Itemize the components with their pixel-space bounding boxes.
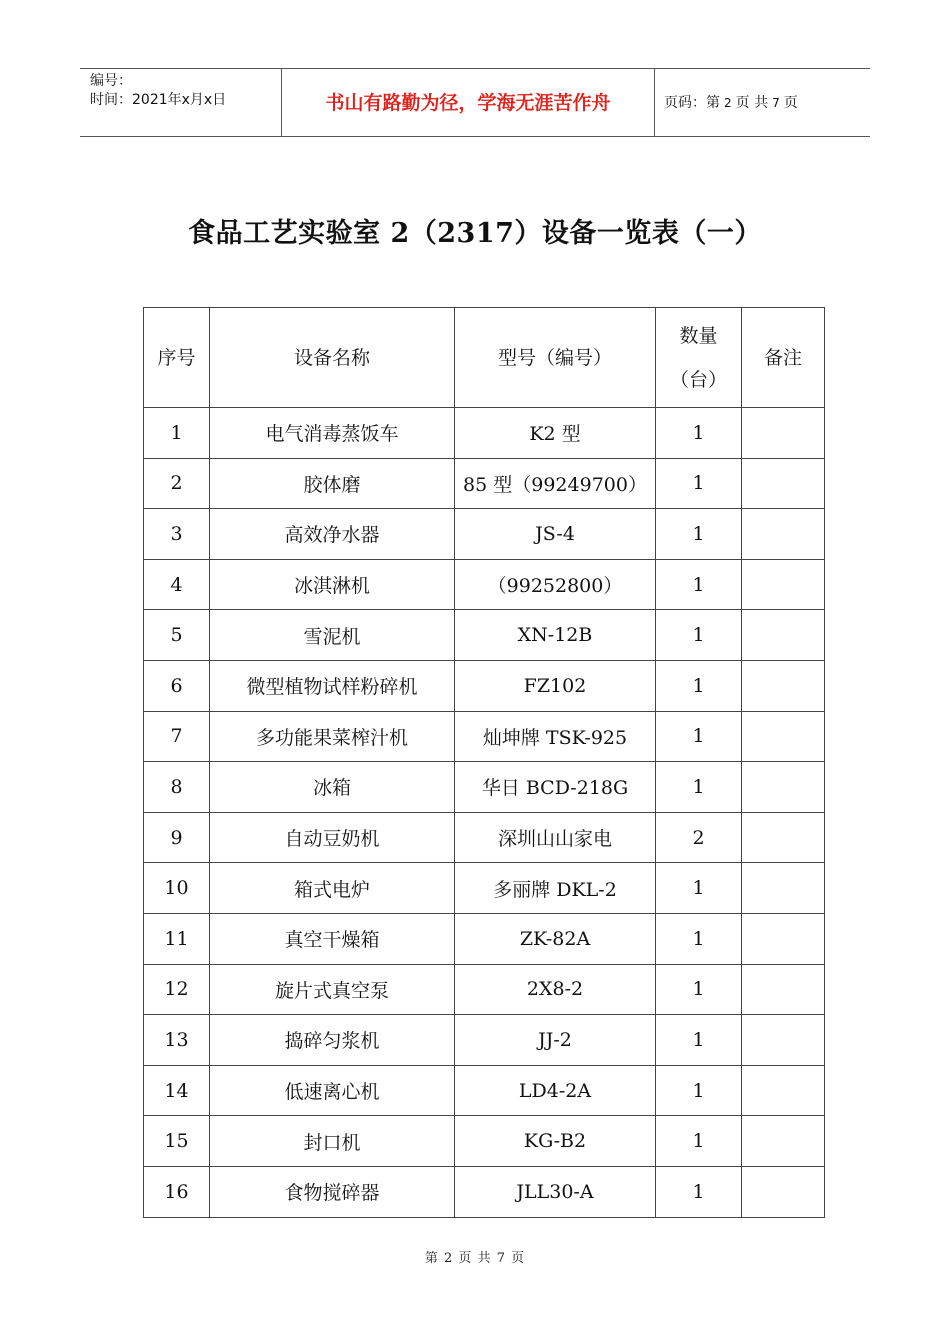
table-row — [144, 812, 825, 863]
cell-model: （99252800） — [455, 559, 656, 610]
column-header-index: 序号 — [144, 308, 210, 408]
document-number-label: 编号： — [90, 73, 132, 89]
cell-equipment-name: 多功能果菜榨汁机 — [210, 711, 455, 762]
cell-model: FZ102 — [455, 660, 656, 711]
cell-index: 6 — [144, 660, 210, 711]
cell-index: 13 — [144, 1015, 210, 1066]
cell-quantity: 1 — [656, 1065, 742, 1116]
cell-index: 3 — [144, 509, 210, 560]
cell-note — [742, 660, 825, 711]
cell-quantity: 1 — [656, 964, 742, 1015]
cell-model: JS-4 — [455, 509, 656, 560]
table-row — [144, 863, 825, 914]
table-row — [144, 408, 825, 459]
cell-note — [742, 559, 825, 610]
cell-model: 深圳山山家电 — [455, 812, 656, 863]
cell-model: ZK-82A — [455, 913, 656, 964]
cell-equipment-name: 雪泥机 — [210, 610, 455, 661]
cell-model: 华日 BCD-218G — [455, 762, 656, 813]
cell-quantity: 1 — [656, 762, 742, 813]
cell-equipment-name: 高效净水器 — [210, 509, 455, 560]
cell-note — [742, 408, 825, 459]
cell-index: 7 — [144, 711, 210, 762]
column-header-quantity — [656, 308, 742, 408]
cell-note — [742, 711, 825, 762]
table-row — [144, 1166, 825, 1217]
cell-quantity: 1 — [656, 509, 742, 560]
cell-note — [742, 458, 825, 509]
column-header-quantity-line2: （台） — [669, 368, 727, 391]
cell-model: 灿坤牌 TSK-925 — [455, 711, 656, 762]
cell-note — [742, 610, 825, 661]
cell-note — [742, 762, 825, 813]
cell-equipment-name: 胶体磨 — [210, 458, 455, 509]
cell-index: 1 — [144, 408, 210, 459]
table-row — [144, 660, 825, 711]
cell-index: 10 — [144, 863, 210, 914]
table-header-row — [144, 308, 825, 408]
cell-equipment-name: 微型植物试样粉碎机 — [210, 660, 455, 711]
cell-quantity: 2 — [656, 812, 742, 863]
cell-note — [742, 1015, 825, 1066]
header-meta — [90, 72, 226, 110]
cell-model: JJ-2 — [455, 1015, 656, 1066]
cell-index: 9 — [144, 812, 210, 863]
column-header-model: 型号（编号） — [455, 308, 656, 408]
header-page-indicator — [664, 94, 798, 113]
cell-model: 2X8-2 — [455, 964, 656, 1015]
cell-note — [742, 913, 825, 964]
cell-index: 11 — [144, 913, 210, 964]
cell-note — [742, 1116, 825, 1167]
cell-quantity: 1 — [656, 559, 742, 610]
page-total: 7 — [772, 96, 780, 110]
table-row — [144, 559, 825, 610]
cell-quantity: 1 — [656, 913, 742, 964]
cell-equipment-name: 自动豆奶机 — [210, 812, 455, 863]
cell-model: JLL30-A — [455, 1166, 656, 1217]
equipment-table — [143, 307, 825, 1218]
page-label-suffix: 页 — [783, 95, 798, 111]
cell-equipment-name: 冰淇淋机 — [210, 559, 455, 610]
cell-note — [742, 964, 825, 1015]
cell-model: XN-12B — [455, 610, 656, 661]
cell-model: KG-B2 — [455, 1116, 656, 1167]
column-header-note: 备注 — [742, 308, 825, 408]
table-row — [144, 1116, 825, 1167]
cell-model: 85 型（99249700） — [455, 458, 656, 509]
header-motto: 书山有路勤为径，学海无涯苦作舟 — [325, 92, 611, 114]
table-row — [144, 711, 825, 762]
cell-index: 2 — [144, 458, 210, 509]
document-title: 食品工艺实验室 2（2317）设备一览表（一） — [188, 218, 762, 249]
page-current: 2 — [724, 96, 732, 110]
column-header-quantity-line1: 数量 — [679, 324, 718, 347]
cell-quantity: 1 — [656, 458, 742, 509]
cell-note — [742, 509, 825, 560]
cell-index: 12 — [144, 964, 210, 1015]
cell-equipment-name: 封口机 — [210, 1116, 455, 1167]
cell-model: K2 型 — [455, 408, 656, 459]
cell-index: 5 — [144, 610, 210, 661]
table-row — [144, 1065, 825, 1116]
cell-index: 15 — [144, 1116, 210, 1167]
cell-quantity: 1 — [656, 1015, 742, 1066]
cell-note — [742, 863, 825, 914]
cell-quantity: 1 — [656, 711, 742, 762]
column-header-name: 设备名称 — [210, 308, 455, 408]
page-footer: 第 2 页 共 7 页 — [424, 1251, 526, 1266]
cell-equipment-name: 电气消毒蒸饭车 — [210, 408, 455, 459]
cell-equipment-name: 箱式电炉 — [210, 863, 455, 914]
cell-quantity: 1 — [656, 660, 742, 711]
cell-index: 16 — [144, 1166, 210, 1217]
page-label-prefix: 页码：第 — [664, 95, 720, 111]
cell-model: 多丽牌 DKL-2 — [455, 863, 656, 914]
cell-quantity: 1 — [656, 408, 742, 459]
cell-quantity: 1 — [656, 1166, 742, 1217]
cell-equipment-name: 食物搅碎器 — [210, 1166, 455, 1217]
cell-note — [742, 1166, 825, 1217]
cell-note — [742, 812, 825, 863]
document-time-label: 时间：2021年x月x日 — [90, 92, 227, 108]
cell-quantity: 1 — [656, 863, 742, 914]
cell-index: 4 — [144, 559, 210, 610]
table-row — [144, 458, 825, 509]
page-label-mid: 页 共 — [735, 95, 769, 111]
cell-equipment-name: 旋片式真空泵 — [210, 964, 455, 1015]
cell-index: 8 — [144, 762, 210, 813]
table-row — [144, 762, 825, 813]
cell-note — [742, 1065, 825, 1116]
table-row — [144, 509, 825, 560]
cell-equipment-name: 低速离心机 — [210, 1065, 455, 1116]
cell-equipment-name: 冰箱 — [210, 762, 455, 813]
table-row — [144, 1015, 825, 1066]
header-divider-right — [654, 68, 655, 136]
header-top-rule — [80, 68, 870, 69]
cell-index: 14 — [144, 1065, 210, 1116]
table-row — [144, 913, 825, 964]
cell-quantity: 1 — [656, 1116, 742, 1167]
table-row — [144, 610, 825, 661]
cell-equipment-name: 捣碎匀浆机 — [210, 1015, 455, 1066]
cell-model: LD4-2A — [455, 1065, 656, 1116]
cell-equipment-name: 真空干燥箱 — [210, 913, 455, 964]
header-bottom-rule — [80, 136, 870, 137]
table-row — [144, 964, 825, 1015]
cell-quantity: 1 — [656, 610, 742, 661]
